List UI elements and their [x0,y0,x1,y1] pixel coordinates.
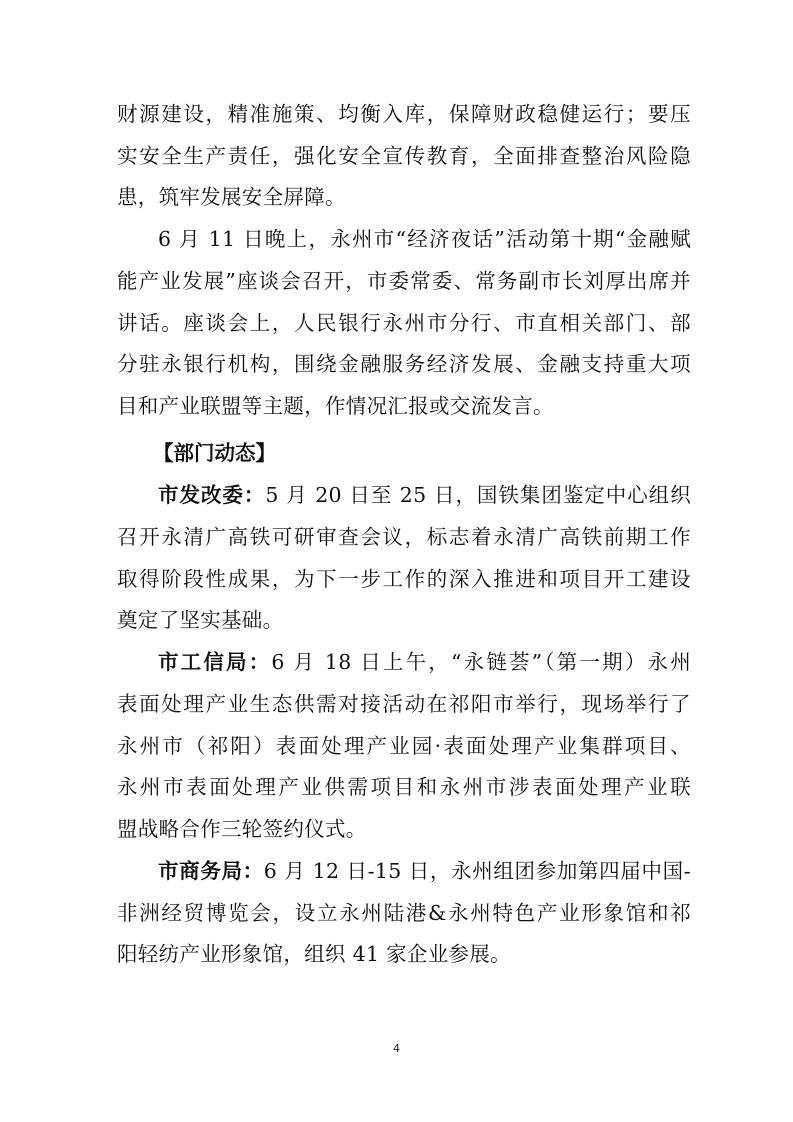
dept-3-first-line-text: 6 月 12 日-15 日，永州组团参加第四届中国- [263,859,691,883]
dept-1-line-1 [158,482,691,508]
dept-3-label: 市商务局： [158,859,264,883]
dept-1-label: 市发改委： [158,483,266,507]
dept-1-line-2: 召开永清广高铁可研审查会议，标志着永清广高铁前期工作 [117,525,691,549]
dept-3-line-3: 阳轻纺产业形象馆，组织 41 家企业参展。 [117,942,511,966]
dept-2-line-2: 表面处理产业生态供需对接活动在祁阳市举行，现场举行了 [117,692,691,716]
dept-2-label: 市工信局： [158,650,272,674]
paragraph-2-line-4: 分驻永银行机构，围绕金融服务经济发展、金融支持重大项 [117,352,691,376]
dept-2-line-1 [158,649,691,675]
paragraph-2-line-3: 讲话。座谈会上，人民银行永州市分行、市直相关部门、部 [117,311,691,335]
paragraph-1-line-1: 财源建设，精准施策、均衡入库，保障财政稳健运行；要压 [117,102,691,126]
dept-1-line-3: 取得阶段性成果，为下一步工作的深入推进和项目开工建设 [117,567,691,591]
paragraph-2-line-1: 6 月 11 日晚上，永州市“经济夜话”活动第十期“金融赋 [158,227,691,251]
dept-1-line-4: 奠定了坚实基础。 [117,608,284,632]
paragraph-1-line-3: 患，筑牢发展安全屏障。 [117,185,346,209]
paragraph-1-line-2: 实安全生产责任，强化安全宣传教育，全面排查整治风险隐 [117,144,691,168]
dept-2-first-line-text: 6 月 18 日上午，“永链荟”（第一期）永州 [271,650,691,674]
dept-2-line-4: 永州市表面处理产业供需项目和永州市涉表面处理产业联 [117,775,691,799]
paragraph-2-line-5: 目和产业联盟等主题，作情况汇报或交流发言。 [117,394,554,418]
dept-2-line-5: 盟战略合作三轮签约仪式。 [117,817,367,841]
page-number: 4 [393,1042,400,1055]
dept-3-line-1 [158,858,691,884]
paragraph-2-line-2: 能产业发展”座谈会召开，市委常委、常务副市长刘厚出席并 [117,269,691,293]
section-heading: 【部门动态】 [153,441,276,465]
dept-2-line-3: 永州市（祁阳）表面处理产业园·表面处理产业集群项目、 [117,734,691,758]
dept-3-line-2: 非洲经贸博览会，设立永州陆港&永州特色产业形象馆和祁 [117,901,691,925]
dept-1-first-line-text: 5 月 20 日至 25 日，国铁集团鉴定中心组织 [265,483,691,507]
